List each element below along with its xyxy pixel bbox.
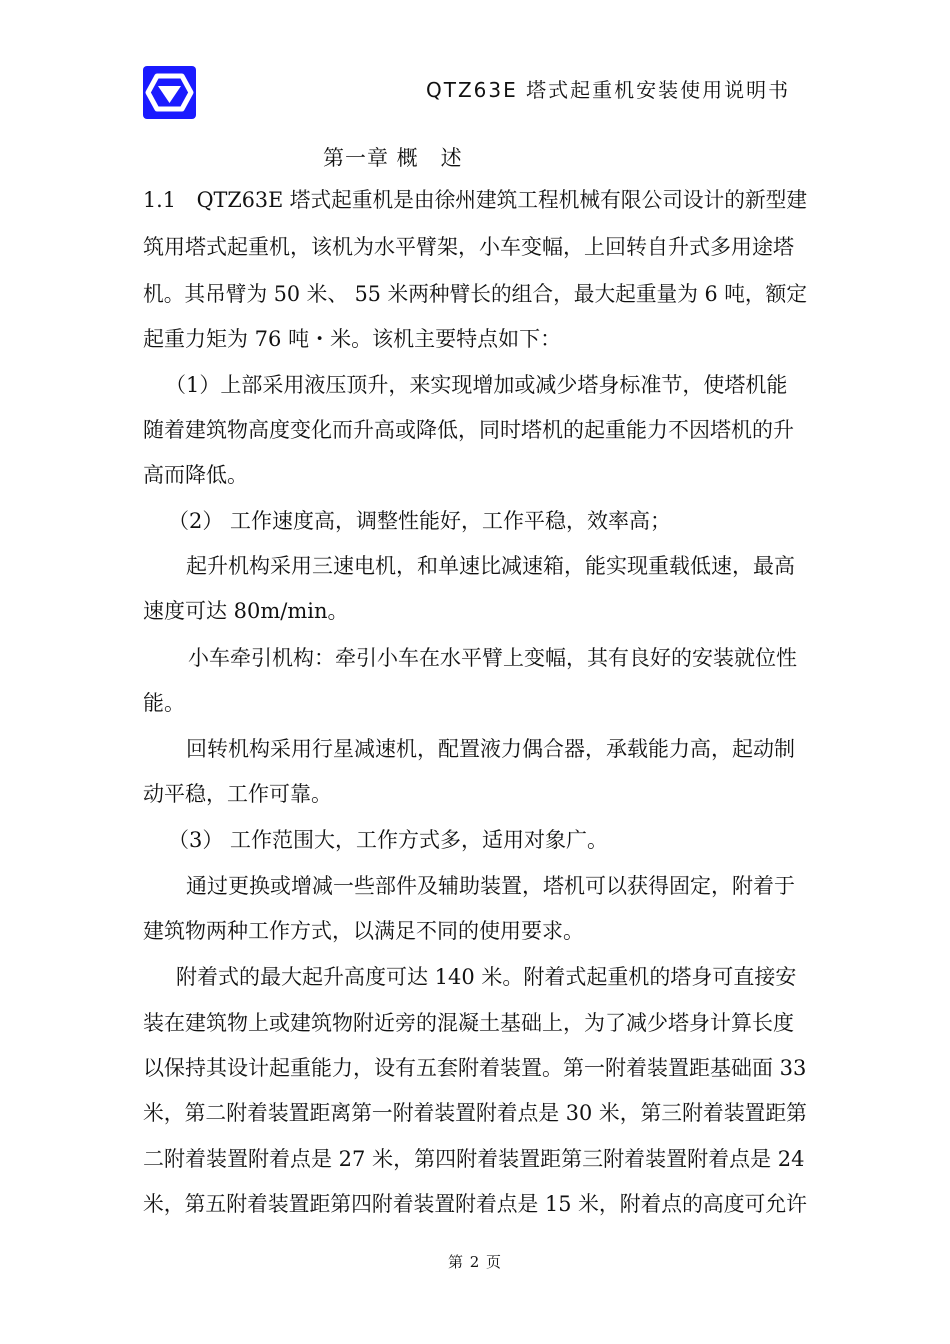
text-line: 起升机构采用三速电机，和单速比减速箱，能实现重载低速，最高 — [186, 554, 795, 578]
text-line: 米，第五附着装置距第四附着装置附着点是 15 米，附着点的高度可允许 — [143, 1192, 807, 1216]
text-line: 筑用塔式起重机，该机为水平臂架，小车变幅，上回转自升式多用途塔 — [143, 235, 794, 259]
text-line: 速度可达 80m/min。 — [143, 599, 349, 623]
text-line: 随着建筑物高度变化而升高或降低，同时塔机的起重能力不因塔机的升 — [143, 418, 794, 442]
text-line: （1）上部采用液压顶升，来实现增加或减少塔身标准节，使塔机能 — [165, 373, 788, 397]
text-line: 通过更换或增减一些部件及辅助装置，塔机可以获得固定，附着于 — [186, 874, 795, 898]
company-logo-icon — [143, 66, 196, 119]
text-line: 米，第二附着装置距离第一附着装置附着点是 30 米，第三附着装置距第 — [143, 1101, 807, 1125]
text-line: 二附着装置附着点是 27 米，第四附着装置距第三附着装置附着点是 24 — [143, 1147, 805, 1171]
text-line: 装在建筑物上或建筑物附近旁的混凝土基础上，为了减少塔身计算长度 — [143, 1011, 794, 1035]
text-line: 小车牵引机构：牵引小车在水平臂上变幅，其有良好的安装就位性 — [188, 646, 797, 670]
text-line: 机。其吊臂为 50 米、 55 米两种臂长的组合，最大起重量为 6 吨，额定 — [143, 282, 808, 306]
text-line: （2） 工作速度高，调整性能好，工作平稳，效率高； — [168, 509, 672, 533]
document-header-title: QTZ63E 塔式起重机安装使用说明书 — [426, 78, 791, 102]
text-line: 起重力矩为 76 吨・米。该机主要特点如下： — [143, 327, 562, 351]
text-line: 1.1 QTZ63E 塔式起重机是由徐州建筑工程机械有限公司设计的新型建 — [143, 188, 808, 212]
text-line: 回转机构采用行星减速机，配置液力偶合器，承载能力高，起动制 — [186, 737, 795, 761]
chapter-title: 第一章 概 述 — [323, 146, 463, 170]
text-line: 以保持其设计起重能力，设有五套附着装置。第一附着装置距基础面 33 — [143, 1056, 807, 1080]
text-line: 动平稳，工作可靠。 — [143, 782, 332, 806]
text-line: 建筑物两种工作方式，以满足不同的使用要求。 — [143, 919, 584, 943]
text-line: 能。 — [143, 691, 185, 715]
page-number: 第 2 页 — [447, 1253, 503, 1271]
text-line: 附着式的最大起升高度可达 140 米。附着式起重机的塔身可直接安 — [176, 965, 797, 989]
text-line: 高而降低。 — [143, 463, 248, 487]
text-line: （3） 工作范围大，工作方式多，适用对象广。 — [168, 828, 609, 852]
